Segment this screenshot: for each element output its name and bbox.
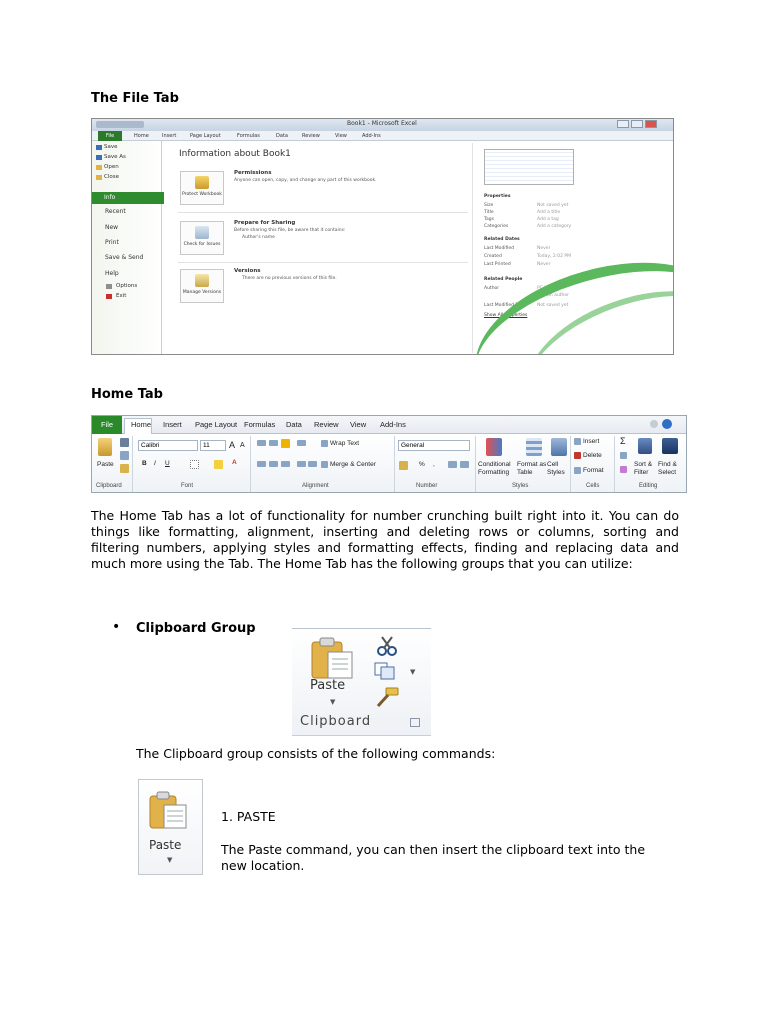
paste-icon <box>98 438 112 456</box>
decrease-indent-icon <box>297 461 306 467</box>
tab-file: File <box>98 131 122 141</box>
group-separator <box>475 436 476 492</box>
comma-style-icon: , <box>433 461 435 468</box>
decrease-decimal-icon <box>460 461 469 468</box>
fill-color-icon <box>214 460 223 469</box>
tab-insert: Insert <box>163 420 182 429</box>
align-bottom-icon <box>281 439 290 448</box>
tab-view: View <box>350 420 367 429</box>
merge-center-label: Merge & Center <box>330 461 376 468</box>
tab-formulas: Formulas <box>237 133 260 139</box>
inspect-icon <box>195 226 209 239</box>
help-icon <box>662 419 672 429</box>
versions-text: There are no previous versions of this file. <box>242 276 337 281</box>
home-tab-description: The Home Tab has a lot of functionality for number crunching built right into it. You can do things like formatting, alignment, inserting and deleting rows or columns, sorting and filtering numbers, applying styles and formatting effects, finding and replacing data and much more using the Tab. The Home Tab has the following groups that you can utilize: <box>91 508 679 571</box>
align-left-icon <box>257 461 266 467</box>
related-dates-header: Related Dates <box>484 237 520 242</box>
orientation-icon <box>297 440 306 446</box>
maximize-icon <box>631 120 643 128</box>
cut-icon <box>376 636 398 656</box>
save-icon <box>96 145 102 150</box>
tab-page-layout: Page Layout <box>195 420 238 429</box>
delete-label: Delete <box>583 452 602 459</box>
font-color-icon: A <box>232 459 237 466</box>
format-as-table-label: Format as Table <box>517 461 547 476</box>
prop-key: Last Printed <box>484 262 511 267</box>
fill-icon <box>620 452 627 459</box>
prepare-sharing-sub: Author's name <box>242 235 275 240</box>
prop-value: Add a tag <box>537 217 559 222</box>
prop-value: Not saved yet <box>537 303 569 308</box>
insert-label: Insert <box>583 438 600 445</box>
paste-command-image <box>138 779 203 875</box>
prepare-sharing-text: Before sharing this file, be aware that it contains: <box>234 228 346 233</box>
bold-icon: B <box>142 460 147 467</box>
options-icon <box>106 284 112 289</box>
file-tab-screenshot <box>91 118 674 355</box>
prop-key: Author <box>484 286 500 291</box>
cell-styles-icon <box>551 438 567 456</box>
increase-indent-icon <box>308 461 317 467</box>
conditional-formatting-label: Conditional Formatting <box>478 461 511 476</box>
group-separator <box>132 436 133 492</box>
wrap-text-icon <box>321 440 328 447</box>
nav-save: Save <box>104 144 118 150</box>
prop-value: Never <box>537 246 551 251</box>
bullet-icon: • <box>112 619 121 635</box>
tab-home: Home <box>131 420 152 429</box>
versions-icon <box>195 274 209 287</box>
info-title: Information about Book1 <box>179 149 291 159</box>
prop-value: Never <box>537 262 551 267</box>
title-bar <box>92 119 673 131</box>
prop-value: Add a category <box>537 224 572 229</box>
group-label-cells: Cells <box>586 483 600 489</box>
prop-key: Created <box>484 254 502 259</box>
prop-key: Tags <box>484 217 494 222</box>
manage-versions-button: Manage Versions <box>180 269 224 303</box>
underline-icon: U <box>165 460 170 467</box>
group-label-styles: Styles <box>512 483 529 489</box>
increase-decimal-icon <box>448 461 457 468</box>
delete-cells-icon <box>574 452 581 459</box>
clipboard-group-image <box>292 628 431 736</box>
tab-view: View <box>335 133 347 139</box>
ribbon-tabs <box>92 416 686 434</box>
window-title: Book1 - Microsoft Excel <box>347 120 417 127</box>
tab-page-layout: Page Layout <box>190 133 221 139</box>
nav-close: Close <box>104 174 119 180</box>
check-for-issues-button: Check for Issues <box>180 221 224 255</box>
show-all-properties-link: Show All Properties <box>484 313 528 318</box>
divider <box>178 262 468 263</box>
save-as-icon <box>96 155 102 160</box>
format-painter-icon <box>374 686 400 708</box>
protect-workbook-button: Protect Workbook <box>180 171 224 205</box>
tab-data: Data <box>286 420 302 429</box>
clipboard-group-label: Clipboard <box>300 714 372 729</box>
properties-header: Properties <box>484 194 511 199</box>
shrink-font-icon: A <box>240 442 245 449</box>
divider <box>178 212 468 213</box>
group-separator <box>394 436 395 492</box>
sort-filter-label: Sort & Filter <box>634 461 653 476</box>
prop-key: Size <box>484 203 494 208</box>
divider <box>292 628 431 629</box>
align-center-icon <box>269 461 278 467</box>
align-middle-icon <box>269 440 278 446</box>
paste-label: Paste <box>149 838 182 852</box>
group-label-font: Font <box>181 483 194 489</box>
prop-value: Add an author <box>537 293 570 298</box>
chevron-down-icon: ▼ <box>167 856 173 864</box>
number-format-combo: General <box>398 440 470 451</box>
tab-formulas: Formulas <box>244 420 276 429</box>
versions-title: Versions <box>234 268 261 274</box>
italic-icon: I <box>154 460 156 467</box>
divider <box>472 143 473 353</box>
group-label-clipboard: Clipboard <box>96 483 122 489</box>
nav-options: Options <box>116 283 138 289</box>
tab-file: File <box>92 416 122 434</box>
home-tab-heading: Home Tab <box>91 387 163 402</box>
file-tab-heading: The File Tab <box>91 91 179 106</box>
group-label-editing: Editing <box>639 483 658 489</box>
tab-add-ins: Add-Ins <box>362 133 381 139</box>
prop-key: Categories <box>484 224 509 229</box>
copy-icon <box>120 451 129 460</box>
align-top-icon <box>257 440 266 446</box>
paste-label: Paste <box>310 678 346 693</box>
backstage-nav <box>92 141 162 355</box>
paste-command-description: The Paste command, you can then insert the clipboard text into the new location. <box>221 842 646 873</box>
group-separator <box>614 436 615 492</box>
clear-icon <box>620 466 627 473</box>
prop-key: Last Modified <box>484 246 515 251</box>
tab-home: Home <box>134 133 149 139</box>
related-people-header: Related People <box>484 277 523 282</box>
prop-value: PC User <box>537 286 555 291</box>
format-painter-icon <box>120 464 129 473</box>
prop-value: Add a title <box>537 210 561 215</box>
close-icon <box>645 120 657 128</box>
chevron-down-icon: ▼ <box>410 668 416 676</box>
paste-command-title: 1. PASTE <box>221 809 276 824</box>
borders-icon <box>190 460 199 469</box>
prepare-sharing-title: Prepare for Sharing <box>234 220 296 226</box>
nav-help: Help <box>105 270 119 277</box>
wrap-text-label: Wrap Text <box>330 440 360 447</box>
tab-insert: Insert <box>162 133 177 139</box>
home-ribbon-screenshot <box>91 415 687 493</box>
grow-font-icon: A <box>229 440 236 450</box>
open-folder-icon <box>96 165 102 170</box>
nav-new: New <box>105 224 119 231</box>
percent-icon: % <box>419 461 425 468</box>
group-label-number: Number <box>416 483 438 489</box>
minimize-ribbon-icon <box>650 420 658 428</box>
paste-icon <box>310 636 358 680</box>
find-select-label: Find & Select <box>658 461 677 476</box>
minimize-icon <box>617 120 629 128</box>
font-size-combo: 11 <box>200 440 226 451</box>
tab-data: Data <box>276 133 288 139</box>
ribbon-tabs <box>92 131 673 141</box>
lock-icon <box>195 176 209 189</box>
sort-filter-icon <box>638 438 652 454</box>
merge-center-icon <box>321 461 328 468</box>
nav-print: Print <box>105 239 119 246</box>
tab-review: Review <box>314 420 339 429</box>
paste-icon <box>148 790 190 830</box>
prop-key: Last Modified By <box>484 303 522 308</box>
copy-icon <box>374 662 396 680</box>
accounting-format-icon <box>399 461 408 470</box>
nav-save-send: Save & Send <box>105 254 144 261</box>
permissions-title: Permissions <box>234 170 272 176</box>
clipboard-intro: The Clipboard group consists of the following commands: <box>136 746 496 761</box>
format-label: Format <box>583 467 604 474</box>
nav-exit: Exit <box>116 293 127 299</box>
nav-open: Open <box>104 164 119 170</box>
tab-review: Review <box>302 133 320 139</box>
chevron-down-icon: ▼ <box>330 698 336 706</box>
align-right-icon <box>281 461 290 467</box>
prop-value: Today, 2:02 PM <box>537 254 572 259</box>
font-name-combo: Calibri <box>138 440 198 451</box>
cut-icon <box>120 438 129 447</box>
group-separator <box>570 436 571 492</box>
tab-add-ins: Add-Ins <box>380 420 406 429</box>
dialog-launcher-icon <box>410 718 420 727</box>
permissions-text: Anyone can open, copy, and change any part of this workbook. <box>234 178 377 183</box>
nav-recent: Recent <box>105 208 126 215</box>
cell-styles-label: Cell Styles <box>547 461 565 476</box>
group-separator <box>250 436 251 492</box>
find-select-icon <box>662 438 678 454</box>
exit-icon <box>106 294 112 299</box>
autosum-icon: Σ <box>620 436 626 446</box>
prop-key: Title <box>484 210 494 215</box>
nav-info-selected: Info <box>92 192 164 204</box>
workbook-thumbnail <box>484 149 574 185</box>
paste-label: Paste <box>97 461 114 468</box>
quick-access-toolbar <box>96 121 144 128</box>
clipboard-group-heading: Clipboard Group <box>136 621 256 636</box>
group-label-alignment: Alignment <box>302 483 329 489</box>
format-cells-icon <box>574 467 581 474</box>
insert-cells-icon <box>574 438 581 445</box>
conditional-formatting-icon <box>486 438 502 456</box>
close-folder-icon <box>96 175 102 180</box>
prop-value: Not saved yet <box>537 203 569 208</box>
format-as-table-icon <box>526 438 542 456</box>
nav-save-as: Save As <box>104 154 126 160</box>
